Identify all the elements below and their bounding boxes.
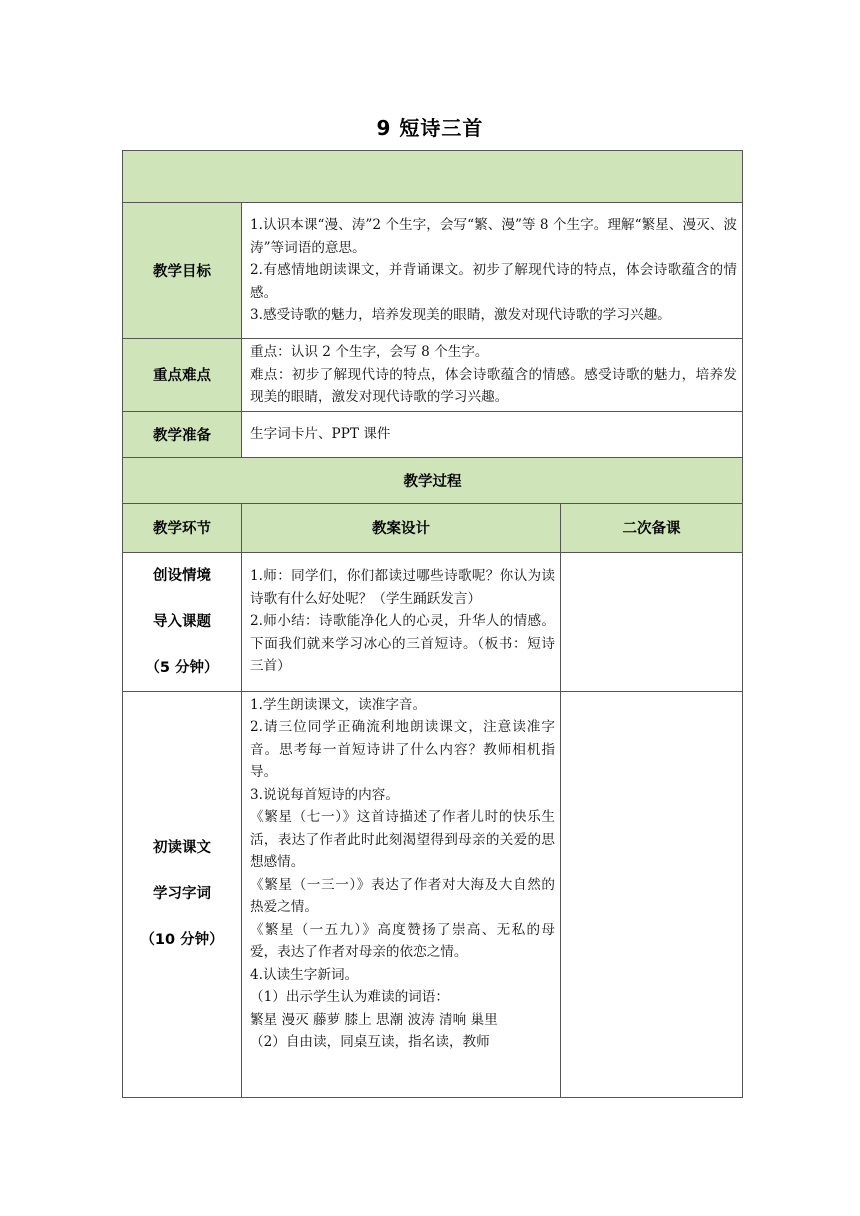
keypoints-content [242, 339, 743, 412]
stage1-line: 创设情境 [153, 567, 211, 584]
stage2-content [242, 691, 561, 1097]
stage1-line: 导入课题 [153, 613, 211, 630]
stage2-paragraph: 《繁星（一三一）》表达了作者对大海及大自然的热爱之情。 [250, 876, 555, 915]
stage2-paragraph: 《繁星（一五九）》高度赞扬了崇高、无私的母爱，表达了作者对母亲的依恋之情。 [250, 921, 555, 960]
page-title: 9 短诗三首 [376, 116, 484, 140]
stage2-second-prep [561, 691, 743, 1097]
col-header-design: 教案设计 [242, 503, 561, 552]
stage2-paragraph: 3.说说每首短诗的内容。 [250, 786, 399, 803]
objective-item: 3.感受诗歌的魅力，培养发现美的眼睛，激发对现代诗歌的学习兴趣。 [250, 307, 671, 324]
stage2-paragraph: （1）出示学生认为难读的词语： [250, 989, 449, 1005]
keypoint-item: 重点：认识 2 个生字，会写 8 个生字。 [250, 344, 489, 360]
stage1-paragraph: 2.师小结：诗歌能净化人的心灵，升华人的情感。下面我们就来学习冰心的三首短诗。（板书：短诗三首） [250, 613, 555, 675]
process-header: 教学过程 [123, 457, 743, 503]
stage1-content [242, 552, 561, 691]
objective-item: 2.有感情地朗读课文，并背诵课文。初步了解现代诗的特点，体会诗歌蕴含的情感。 [250, 262, 738, 301]
objectives-label: 教学目标 [123, 203, 242, 339]
col-header-second: 二次备课 [561, 503, 743, 552]
stage2-paragraph: 2.请三位同学正确流利地朗读课文，注意读准字音。思考每一首短诗讲了什么内容？教师相机指导。 [250, 719, 555, 780]
stage1-line: （5 分钟） [145, 659, 219, 676]
stage1-second-prep [561, 552, 743, 691]
stage2-line: （10 分钟） [140, 932, 224, 948]
objective-item: 1.认识本课“漫、涛”2 个生字，会写“繁、漫”等 8 个生字。理解“繁星、漫灭、波涛”等词语的意思。 [250, 217, 738, 256]
stage2-paragraph: （2）自由读，同桌互读，指名读，教师 [250, 1034, 490, 1050]
lesson-plan-table [122, 150, 743, 1098]
keypoint-item: 难点：初步了解现代诗的特点，体会诗歌蕴含的情感。感受诗歌的魅力，培养发现美的眼睛，激发对现代诗歌的学习兴趣。 [250, 366, 738, 405]
objectives-content [242, 203, 743, 339]
stage2-paragraph: 1.学生朗读课文，读准字音。 [250, 696, 427, 713]
stage2-line: 学习字词 [153, 886, 211, 902]
stage2-paragraph: 《繁星（七一）》这首诗描述了作者儿时的快乐生活，表达了作者此时此刻渴望得到母亲的关爱的思想感情。 [250, 809, 555, 870]
stage2-label [123, 691, 242, 1097]
prep-content: 生字词卡片、PPT 课件 [242, 411, 743, 457]
stage1-paragraph: 1.师：同学们，你们都读过哪些诗歌呢？你认为读诗歌有什么好处呢？（学生踊跃发言） [250, 568, 555, 607]
col-header-stage: 教学环节 [123, 503, 242, 552]
keypoints-label: 重点难点 [123, 339, 242, 412]
stage2-paragraph: 繁星 漫灭 藤萝 膝上 思潮 波涛 清响 巢里 [250, 1011, 498, 1028]
stage1-label [123, 552, 242, 691]
stage2-paragraph: 4.认读生字新词。 [250, 966, 359, 983]
stage2-line: 初读课文 [153, 840, 211, 856]
table-top-banner [123, 151, 743, 203]
prep-label: 教学准备 [123, 411, 242, 457]
